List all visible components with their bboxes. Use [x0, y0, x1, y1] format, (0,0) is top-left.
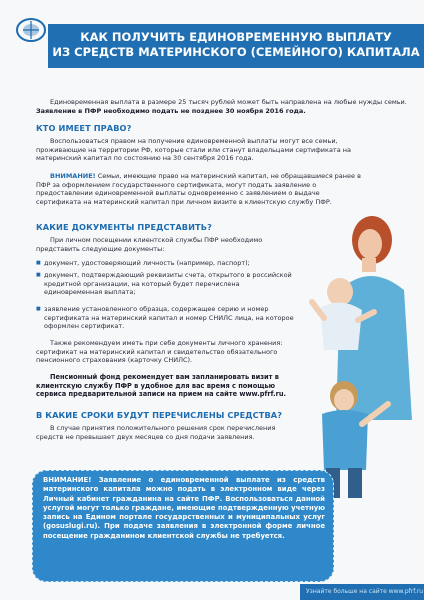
- doc-item: ■ заявление установленного образца, содержащее серию и номер сертификата на материнский капитал и номер СНИЛС лица, на которое оформлен сертификат.: [36, 305, 294, 331]
- notice-text: Семьи, имеющие право на материнский капитал, не обращавшиеся ранее в ПФР за оформлением государственного сертификата, могут подать заявление о предоставлении единовременной выплаты одновременно с заявлением о выдаче сертификата на материнский капитал при личном визите в клиентскую службу ПФР.: [36, 172, 361, 206]
- docs-intro: При личном посещении клиентской службы ПФР необходимо представить следующие документы:: [36, 236, 263, 253]
- title-banner: [48, 24, 424, 68]
- electronic-notice-text: ВНИМАНИЕ! Заявление о единовременной выплате из средств материнского капитала можно подать в электронном виде через Личный кабинет гражданина на сайте ПФР. Воспользоваться данной услугой могут только граждане, имеющие подтвержденную учетную запись на Едином портале государственных и муниципальных услуг (gosuslugi.ru). При подаче заявления в электронной форме личное посещение гражданином клиентской службы не требуется.: [43, 476, 325, 540]
- who-paragraph: Воспользоваться правом на получение единовременной выплаты могут все семьи, проживающие на территории РФ, которые стали или станут владельцами сертификата на материнский капитал по состоянию на 30 сентября 2016 года.: [36, 137, 351, 163]
- docs-recommendation: Пенсионный фонд рекомендует вам запланировать визит в клиентскую службу ПФР в удобное для вас время с помощью сервиса предварительной записи на прием на сайте www.pfrf.ru.: [36, 373, 287, 399]
- doc-item: ■ документ, удостоверяющий личность (например, паспорт);: [36, 259, 294, 268]
- intro-text: Единовременная выплата в размере 25 тысяч рублей может быть направлена на любые нужды семьи.: [50, 98, 407, 106]
- doc-item: ■ документ, подтверждающий реквизиты счета, открытого в российской кредитной организации, на который будет перечислена единовременная выплата;: [36, 271, 294, 297]
- section-heading-docs: КАКИЕ ДОКУМЕНТЫ ПРЕДСТАВИТЬ?: [36, 222, 212, 232]
- mother-children-photo: [300, 200, 424, 500]
- when-paragraph: В случае принятия положительного решения срок перечисления средств не превышает двух месяцев со дня подачи заявления.: [36, 424, 276, 441]
- electronic-notice-box: [32, 470, 334, 582]
- section-heading-when: В КАКИЕ СРОКИ БУДУТ ПЕРЕЧИСЛЕНЫ СРЕДСТВА?: [36, 410, 283, 420]
- pfr-logo: [14, 16, 48, 44]
- footer-website: Узнайте больше на сайте www.pfrf.ru: [300, 584, 424, 600]
- title-line-1: КАК ПОЛУЧИТЬ ЕДИНОВРЕМЕННУЮ ВЫПЛАТУ: [80, 30, 392, 44]
- section-heading-who: КТО ИМЕЕТ ПРАВО?: [36, 123, 132, 133]
- notice-label: ВНИМАНИЕ!: [50, 172, 96, 180]
- intro-deadline: Заявление в ПФР необходимо подать не позднее 30 ноября 2016 года.: [36, 106, 306, 115]
- title-line-2: ИЗ СРЕДСТВ МАТЕРИНСКОГО (СЕМЕЙНОГО) КАПИТАЛА: [52, 45, 420, 59]
- intro-paragraph: [36, 98, 408, 115]
- docs-also: Также рекомендуем иметь при себе документы личного хранения: сертификат на материнский капитал и свидетельство обязательного пенсионного страхования (карточку СНИЛС).: [36, 339, 283, 365]
